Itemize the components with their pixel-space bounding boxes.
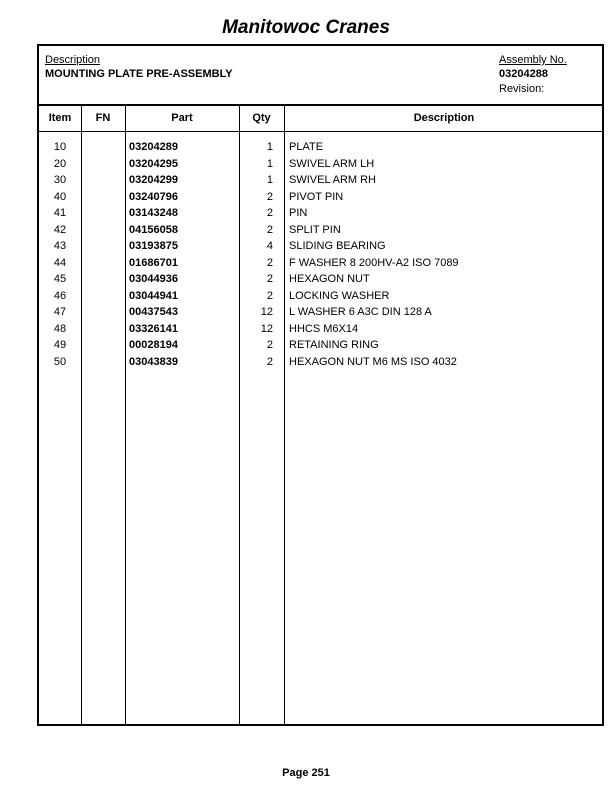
description-value: MOUNTING PLATE PRE-ASSEMBLY — [45, 68, 233, 80]
item-number: 47 — [53, 306, 67, 318]
table-row — [39, 337, 602, 354]
table-row — [39, 304, 602, 321]
quantity: 2 — [266, 273, 273, 285]
table-row — [39, 222, 602, 239]
item-number: 46 — [53, 289, 67, 302]
part-number: 03204295 — [129, 157, 178, 170]
part-description: L WASHER 6 A3C DIN 128 A — [289, 306, 432, 318]
item-number: 40 — [53, 190, 67, 203]
part-description: SWIVEL ARM LH — [289, 157, 375, 170]
assembly-number-value: 03204288 — [499, 68, 548, 80]
column-header-description: Description — [413, 112, 475, 124]
table-row — [39, 321, 602, 338]
part-number: 00437543 — [129, 306, 178, 318]
table-row — [39, 172, 602, 189]
item-number: 49 — [53, 339, 67, 351]
table-row — [39, 238, 602, 255]
quantity: 4 — [266, 240, 273, 252]
table-row — [39, 271, 602, 288]
part-description: SPLIT PIN — [289, 223, 341, 236]
part-number: 03143248 — [129, 207, 178, 219]
description-label: Description — [45, 54, 101, 66]
item-number: 41 — [53, 207, 67, 219]
item-number: 44 — [53, 256, 67, 269]
part-description: LOCKING WASHER — [289, 289, 390, 302]
part-description: SWIVEL ARM RH — [289, 174, 376, 186]
part-description: PLATE — [289, 141, 324, 153]
table-row — [39, 189, 602, 206]
quantity: 1 — [266, 141, 273, 153]
part-description: PIN — [289, 207, 308, 219]
part-number: 01686701 — [129, 256, 178, 269]
quantity: 2 — [266, 355, 273, 368]
quantity: 2 — [266, 223, 273, 236]
item-number: 45 — [53, 273, 67, 285]
item-number: 30 — [53, 174, 67, 186]
quantity: 1 — [266, 157, 273, 170]
header-divider — [39, 131, 602, 132]
assembly-header — [39, 46, 602, 106]
part-number: 03193875 — [129, 240, 178, 252]
quantity: 2 — [266, 207, 273, 219]
part-description: HHCS M6X14 — [289, 322, 359, 335]
page-number: Page 251 — [282, 767, 330, 779]
part-description: HEXAGON NUT M6 MS ISO 4032 — [289, 355, 457, 368]
item-number: 50 — [53, 355, 67, 368]
quantity: 2 — [266, 256, 273, 269]
part-number: 03043839 — [129, 355, 178, 368]
item-number: 43 — [53, 240, 67, 252]
document-title: Manitowoc Cranes — [222, 17, 390, 38]
column-header-item: Item — [48, 112, 72, 124]
part-number: 03204289 — [129, 141, 178, 153]
quantity: 2 — [266, 190, 273, 203]
assembly-number-label: Assembly No. — [499, 54, 567, 66]
item-number: 42 — [53, 223, 67, 236]
table-row — [39, 156, 602, 173]
part-description: RETAINING RING — [289, 339, 379, 351]
table-row — [39, 288, 602, 305]
part-number: 03204299 — [129, 174, 178, 186]
quantity: 12 — [260, 306, 273, 318]
item-number: 10 — [53, 141, 67, 153]
table-row — [39, 205, 602, 222]
part-description: HEXAGON NUT — [289, 273, 370, 285]
quantity: 2 — [266, 339, 273, 351]
part-description: F WASHER 8 200HV-A2 ISO 7089 — [289, 256, 459, 269]
part-number: 03044936 — [129, 273, 178, 285]
parts-list-frame — [37, 44, 604, 726]
part-number: 03240796 — [129, 190, 178, 203]
item-number: 20 — [53, 157, 67, 170]
column-header-part: Part — [171, 112, 193, 124]
item-number: 48 — [53, 322, 67, 335]
part-number: 03326141 — [129, 322, 178, 335]
table-row — [39, 354, 602, 371]
table-row — [39, 139, 602, 156]
part-description: SLIDING BEARING — [289, 240, 386, 252]
part-number: 04156058 — [129, 223, 178, 236]
quantity: 12 — [260, 322, 273, 335]
quantity: 2 — [266, 289, 273, 302]
column-header-fn: FN — [95, 112, 111, 124]
part-number: 00028194 — [129, 339, 178, 351]
quantity: 1 — [266, 174, 273, 186]
column-header-qty: Qty — [252, 112, 271, 124]
part-description: PIVOT PIN — [289, 190, 344, 203]
part-number: 03044941 — [129, 289, 178, 302]
table-row — [39, 255, 602, 272]
revision-label: Revision: — [499, 83, 545, 95]
